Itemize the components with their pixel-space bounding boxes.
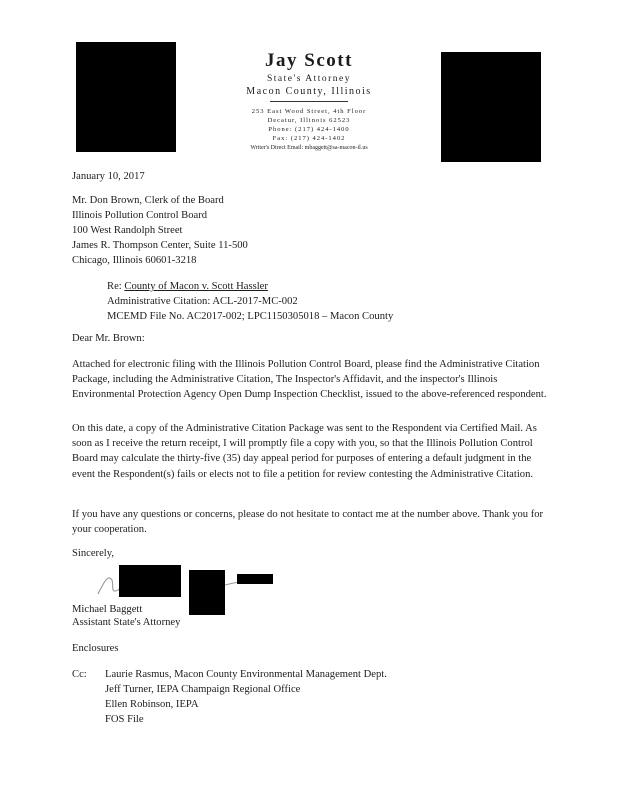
body-paragraph-1: Attached for electronic filing with the Illinois Pollution Control Board, please find the Administrative Citation Package, including the Administrative Citation, The Inspector's Affidavit, and the inspector's Illinois Environmental Protection Agency Open Dump Inspection Checklist, issued to the above-referenced respondent. (72, 359, 547, 401)
recipient-line: Illinois Pollution Control Board (72, 210, 208, 221)
letterhead-title: State's Attorney (266, 74, 352, 84)
recipient-line: Chicago, Illinois 60601-3218 (72, 255, 197, 266)
closing: Sincerely, (72, 548, 114, 559)
recipient-line: 100 West Randolph Street (72, 225, 183, 236)
letterhead-phone: Phone: (217) 424-1400 (268, 126, 350, 133)
signature-redaction-3 (237, 574, 273, 584)
cc-item: Jeff Turner, IEPA Champaign Regional Office (105, 684, 301, 695)
cc-item: Laurie Rasmus, Macon County Environmental Management Dept. (105, 669, 387, 680)
signature-redaction-1 (119, 565, 181, 597)
re-line (107, 279, 527, 295)
signer-title: Assistant State's Attorney (72, 617, 181, 628)
recipient-line: Mr. Don Brown, Clerk of the Board (72, 195, 224, 206)
re-citation: Administrative Citation: ACL-2017-MC-002 (107, 296, 298, 307)
re-case-title: County of Macon v. Scott Hassler (124, 281, 268, 292)
re-prefix: Re: (107, 281, 122, 292)
letterhead-divider (270, 101, 348, 102)
body-paragraph-2: On this date, a copy of the Administrative Citation Package was sent to the Respondent via Certified Mail. As soon as I receive the return receipt, I will promptly file a copy with you, so that the Illinois Pollution Control Board may calculate the thirty-five (35) day appeal period for purposes of entering a default judgment in the event the Respondent(s) fails or elects not to file a petition for review contesting the Administrative Citation. (72, 423, 537, 480)
body-paragraph-3: If you have any questions or concerns, please do not hesitate to contact me at the number above. Thank you for your cooperation. (72, 509, 544, 536)
letterhead-address1: 253 East Wood Street, 4th Floor (251, 108, 367, 115)
letterhead-county: Macon County, Illinois (246, 86, 372, 97)
signer-name: Michael Baggett (72, 604, 143, 615)
cc-label: Cc: (72, 669, 87, 680)
enclosures-label: Enclosures (72, 643, 119, 654)
letterhead-address2: Decatur, Illinois 62523 (267, 117, 351, 124)
recipient-line: James R. Thompson Center, Suite 11-500 (72, 240, 248, 251)
letterhead-name: Jay Scott (265, 50, 353, 71)
salutation: Dear Mr. Brown: (72, 333, 145, 344)
cc-item: Ellen Robinson, IEPA (105, 699, 199, 710)
letterhead-fax: Fax: (217) 424-1402 (272, 135, 346, 142)
cc-item: FOS File (105, 714, 144, 725)
letter-date: January 10, 2017 (72, 171, 145, 182)
letterhead-email: Writer's Direct Email: mbaggett@sa-macon-il.us (250, 145, 368, 151)
re-file-number: MCEMD File No. AC2017-002; LPC1150305018 – Macon County (107, 311, 394, 322)
